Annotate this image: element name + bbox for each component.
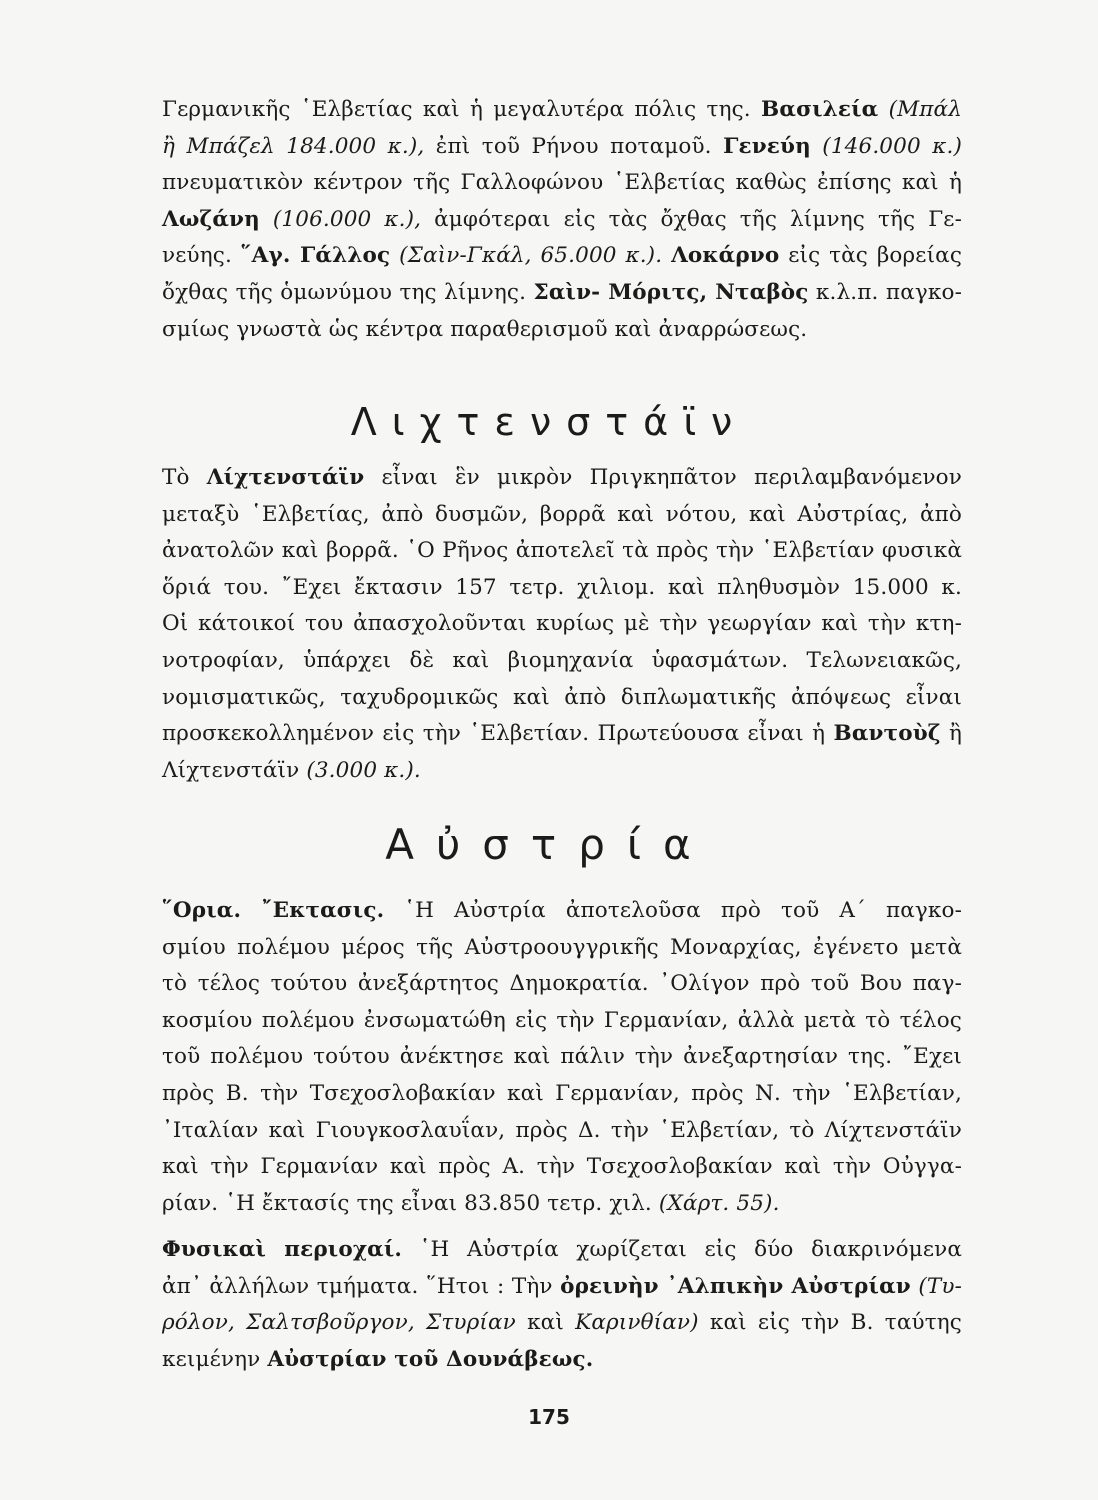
text-run xyxy=(662,243,671,268)
text-line xyxy=(162,312,962,349)
text-run: ὄχθας τῆς ὁμωνύμου της λίμνης. xyxy=(162,279,534,305)
page-number: 175 xyxy=(528,1405,570,1429)
text-line xyxy=(162,238,962,275)
switzerland-cities-paragraph xyxy=(162,92,962,348)
bold-text: Σαὶν- Μόριτς, Νταβὸς xyxy=(533,279,809,305)
text-line xyxy=(162,930,962,967)
text-line xyxy=(162,716,962,753)
italic-text: ἢ Μπάζελ 184.000 κ.), xyxy=(162,133,425,159)
text-line xyxy=(162,1113,962,1150)
bold-text: Γενεύη xyxy=(723,133,811,159)
text-run: εἰς τὰς βορείας xyxy=(779,243,963,269)
italic-text: (106.000 κ.), xyxy=(272,206,422,232)
bold-text: ῞Ορια. ῎Εκτασις. xyxy=(162,898,385,923)
text-run: τοῦ πολέμου τούτου ἀνέκτησε καὶ πάλιν τὴν ἀνεξαρτησίαν της. ῎Εχει xyxy=(162,1044,962,1070)
text-run: καὶ xyxy=(515,1310,576,1336)
text-run: κειμένην xyxy=(162,1346,268,1372)
text-run: καὶ εἰς τὴν Β. ταύτης xyxy=(698,1310,962,1336)
text-run: νεύης. xyxy=(162,243,241,269)
text-line xyxy=(162,570,962,607)
text-line xyxy=(162,893,962,930)
text-run: ἀνατολῶν καὶ βορρᾶ. ῾Ο Ρῆνος ἀποτελεῖ τὰ πρὸς τὴν ῾Ελβετίαν φυσικὰ xyxy=(162,538,962,564)
text-run: τὸ τέλος τούτου ἀνεξάρτητος Δημοκρατία. ᾿Ολίγον πρὸ τοῦ Βου παγ- xyxy=(162,971,962,997)
text-run: ἀπ᾿ ἀλλήλων τμήματα. ῞Ητοι : Τὴν xyxy=(162,1273,561,1299)
bold-text: Φυσικαὶ περιοχαί. xyxy=(162,1237,403,1262)
text-line xyxy=(162,1342,962,1379)
text-line xyxy=(162,202,962,239)
text-line xyxy=(162,1076,962,1113)
text-run: ἐπὶ τοῦ Ρήνου ποταμοῦ. xyxy=(424,133,724,159)
bold-text: Λοκάρνο xyxy=(671,243,780,269)
bold-text: Βασιλεία xyxy=(761,97,879,122)
text-run: προσκεκολλημένον εἰς τὴν ῾Ελβετίαν. Πρωτεύουσα εἶναι ἡ xyxy=(162,721,834,747)
text-line xyxy=(162,275,962,312)
text-line xyxy=(162,165,962,202)
text-run: Οἱ κάτοικοί του ἀπασχολοῦνται κυρίως μὲ τὴν γεωργίαν καὶ τὴν κτη- xyxy=(162,611,962,637)
text-line xyxy=(162,643,962,680)
text-line xyxy=(162,129,962,166)
text-run: ρίαν. ῾Η ἔκτασίς της εἶναι 83.850 τετρ. χιλ. xyxy=(162,1190,659,1216)
italic-text: Καρινθίαν) xyxy=(575,1310,699,1336)
bold-text: Λίχτενστάϊν xyxy=(206,465,365,490)
italic-text: ρόλον, Σαλτσβοῦργον, Στυρίαν xyxy=(162,1310,516,1336)
text-line xyxy=(162,92,962,129)
liechtenstein-paragraph xyxy=(162,460,962,789)
text-run: καὶ τὴν Γερμανίαν καὶ πρὸς Α. τὴν Τσεχοσλοβακίαν καὶ τὴν Οὐγγα- xyxy=(162,1154,962,1180)
text-run: Τὸ xyxy=(162,465,207,490)
text-run: πρὸς Β. τὴν Τσεχοσλοβακίαν καὶ Γερμανίαν, πρὸς Ν. τὴν ῾Ελβετίαν, xyxy=(162,1080,962,1106)
liechtenstein-heading: Λιχτενστάϊν xyxy=(350,400,748,444)
austria-regions-paragraph xyxy=(162,1232,962,1378)
text-run: ἀμφότεραι εἰς τὰς ὄχθας τῆς λίμνης τῆς Γε- xyxy=(421,206,962,232)
text-line xyxy=(162,1186,962,1223)
text-run: κ.λ.π. παγκο- xyxy=(808,279,962,305)
bold-text: ὀρεινὴν ᾿Αλπικὴν Αὐστρίαν xyxy=(560,1273,911,1299)
text-run: Γερμανικῆς ῾Ελβετίας καὶ ἡ μεγαλυτέρα πόλις της. xyxy=(162,97,762,122)
text-line xyxy=(162,680,962,717)
italic-text: (146.000 κ.) xyxy=(822,133,962,159)
text-line xyxy=(162,460,962,497)
text-run: μεταξὺ ῾Ελβετίας, ἀπὸ δυσμῶν, βορρᾶ καὶ νότου, καὶ Αὐστρίας, ἀπὸ xyxy=(162,501,962,527)
text-run: ὅριά του. ῎Εχει ἔκτασιν 157 τετρ. χιλιομ. καὶ πληθυσμὸν 15.000 κ. xyxy=(162,574,962,600)
italic-text: (Σαὶν-Γκάλ, 65.000 κ.). xyxy=(399,243,663,269)
text-run: νοτροφίαν, ὑπάρχει δὲ καὶ βιομηχανία ὑφασμάτων. Τελωνειακῶς, xyxy=(162,647,962,673)
text-run xyxy=(260,207,273,232)
text-run: ῾Η Αὐστρία χωρίζεται εἰς δύο διακρινόμενα xyxy=(402,1237,962,1262)
text-line xyxy=(162,606,962,643)
text-run: κοσμίου πολέμου ἐνσωματώθη εἰς τὴν Γερμανίαν, ἀλλὰ μετὰ τὸ τέλος xyxy=(162,1007,962,1033)
italic-text: (Χάρτ. 55). xyxy=(658,1190,780,1216)
text-line xyxy=(162,1269,962,1306)
text-line xyxy=(162,1039,962,1076)
bold-text: Βαντοὺζ xyxy=(833,721,941,747)
text-run: σμίως γνωστὰ ὡς κέντρα παραθερισμοῦ καὶ ἀναρρώσεως. xyxy=(162,316,808,342)
text-line xyxy=(162,533,962,570)
austria-heading: Αὐστρία xyxy=(385,820,713,869)
italic-text: (Μπάλ xyxy=(888,97,963,122)
text-run: σμίου πολέμου μέρος τῆς Αὐστροουγγρικῆς Μοναρχίας, ἐγένετο μετὰ xyxy=(162,934,962,960)
italic-text: (3.000 κ.). xyxy=(306,757,421,783)
text-line xyxy=(162,1149,962,1186)
text-run: εἶναι ἓν μικρὸν Πριγκηπᾶτον περιλαμβανόμενον xyxy=(364,465,962,490)
text-run: ἢ xyxy=(940,721,963,747)
text-line xyxy=(162,1232,962,1269)
text-run: πνευματικὸν κέντρον τῆς Γαλλοφώνου ῾Ελβετίας καθὼς ἐπίσης καὶ ἡ xyxy=(162,170,962,196)
text-line xyxy=(162,1305,962,1342)
text-run: Λίχτενστάϊν xyxy=(162,757,307,783)
bold-text: Αὐστρίαν τοῦ Δουνάβεως. xyxy=(267,1346,594,1372)
text-run: νομισματικῶς, ταχυδρομικῶς καὶ ἀπὸ διπλωματικῆς ἀπόψεως εἶναι xyxy=(162,684,962,710)
text-line xyxy=(162,753,962,790)
text-line xyxy=(162,966,962,1003)
austria-borders-paragraph xyxy=(162,893,962,1222)
text-run xyxy=(811,134,822,159)
text-line xyxy=(162,497,962,534)
text-run: ῾Η Αὐστρία ἀποτελοῦσα πρὸ τοῦ Α΄ παγκο- xyxy=(384,898,962,923)
text-run xyxy=(390,243,399,268)
text-run xyxy=(878,97,888,122)
italic-text: (Τυ- xyxy=(918,1273,962,1299)
text-run: ᾿Ιταλίαν καὶ Γιουγκοσλαυΐαν, πρὸς Δ. τὴν ῾Ελβετίαν, τὸ Λίχτενστάϊν xyxy=(162,1117,962,1143)
bold-text: ῞Αγ. Γάλλος xyxy=(240,243,391,269)
bold-text: Λωζάνη xyxy=(162,206,260,232)
text-line xyxy=(162,1003,962,1040)
